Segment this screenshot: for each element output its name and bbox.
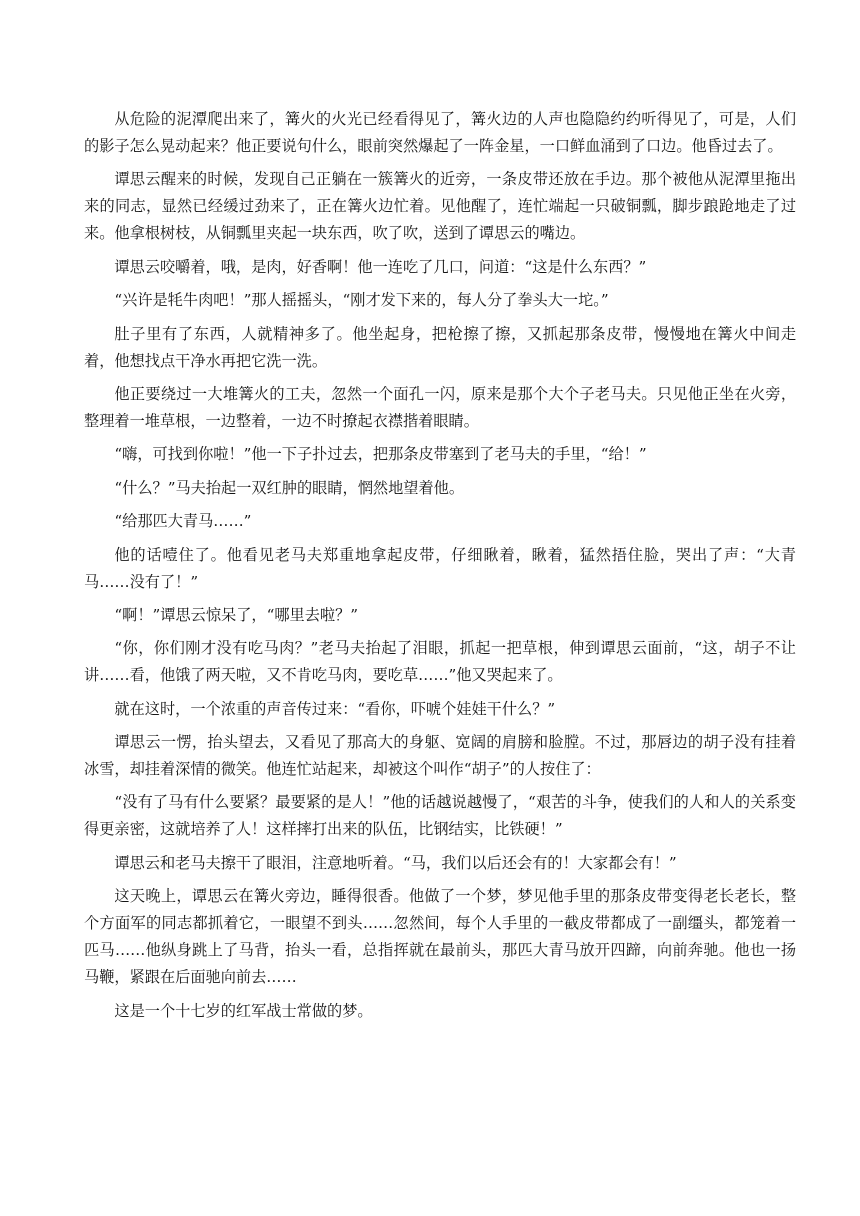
paragraph: 肚子里有了东西，人就精神多了。他坐起身，把枪擦了擦，又抓起那条皮带，慢慢地在篝火中间走着，他想找点干净水再把它洗一洗。 <box>84 324 796 370</box>
paragraph: 谭思云一愣，抬头望去，又看见了那高大的身躯、宽阔的肩膀和脸膛。不过，那唇边的胡子没有挂着冰雪，却挂着深情的微笑。他连忙站起来，却被这个叫作“胡子”的人按住了： <box>84 733 796 779</box>
paragraph: “给那匹大青马……” <box>114 512 252 531</box>
paragraph: “什么？”马夫抬起一双红肿的眼睛，惘然地望着他。 <box>114 478 465 497</box>
paragraph: 谭思云咬嚼着，哦，是肉，好香啊！他一连吃了几口，问道：“这是什么东西？” <box>114 257 647 276</box>
paragraph: 谭思云和老马夫擦干了眼泪，注意地听着。“马，我们以后还会有的！大家都会有！” <box>114 853 677 872</box>
paragraph: 这是一个十七岁的红军战士常做的梦。 <box>114 1001 373 1020</box>
paragraph: 从危险的泥潭爬出来了，篝火的火光已经看得见了，篝火边的人声也隐隐约约听得见了，可是，人们的影子怎么晃动起来？他正要说句什么，眼前突然爆起了一阵金星，一口鲜血涌到了口边。他昏过去了。 <box>84 110 796 155</box>
story-text <box>84 106 796 1025</box>
paragraph: 就在这时，一个浓重的声音传过来：“看你，吓唬个娃娃干什么？” <box>114 699 556 718</box>
paragraph: “啊！”谭思云惊呆了，“哪里去啦？” <box>114 605 359 624</box>
paragraph: 这天晚上，谭思云在篝火旁边，睡得很香。他做了一个梦，梦见他手里的那条皮带变得老长老长，整个方面军的同志都抓着它，一眼望不到头……忽然间，每个人手里的一截皮带都成了一副缰头，都笼着一匹马……他纵身跳上了马背，抬头一看，总指挥就在最前头，那匹大青马放开四蹄，向前奔驰。他也一扬马鞭，紧跟在后面驰向前去…… <box>84 887 796 987</box>
paragraph: “兴许是牦牛肉吧！”那人摇摇头，“刚才发下来的，每人分了拳头大一坨。” <box>114 291 609 310</box>
paragraph: “嗨，可找到你啦！”他一下子扑过去，把那条皮带塞到了老马夫的手里，“给！” <box>114 445 647 464</box>
paragraph: “你，你们刚才没有吃马肉？”老马夫抬起了泪眼，抓起一把草根，伸到谭思云面前，“这，胡子不让讲……看，他饿了两天啦，又不肯吃马肉，要吃草……”他又哭起来了。 <box>84 639 796 685</box>
paragraph: 谭思云醒来的时候，发现自己正躺在一簇篝火的近旁，一条皮带还放在手边。那个被他从泥潭里拖出来的同志，显然已经缓过劲来了，正在篝火边忙着。见他醒了，连忙端起一只破铜瓢，脚步踉跄地走了过来。他拿根树枝，从铜瓢里夹起一块东西，吹了吹，送到了谭思云的嘴边。 <box>84 170 796 243</box>
paragraph: “没有了马有什么要紧？最要紧的是人！”他的话越说越慢了，“艰苦的斗争，使我们的人和人的关系变得更亲密，这就培养了人！这样摔打出来的队伍，比钢结实，比铁硬！” <box>84 793 796 839</box>
paragraph: 他正要绕过一大堆篝火的工夫，忽然一个面孔一闪，原来是那个大个子老马夫。只见他正坐在火旁，整理着一堆草根，一边整着，一边不时撩起衣襟揩着眼睛。 <box>84 384 796 430</box>
paragraph: 他的话噎住了。他看见老马夫郑重地拿起皮带，仔细瞅着，瞅着，猛然捂住脸，哭出了声：“大青马……没有了！” <box>84 545 796 591</box>
